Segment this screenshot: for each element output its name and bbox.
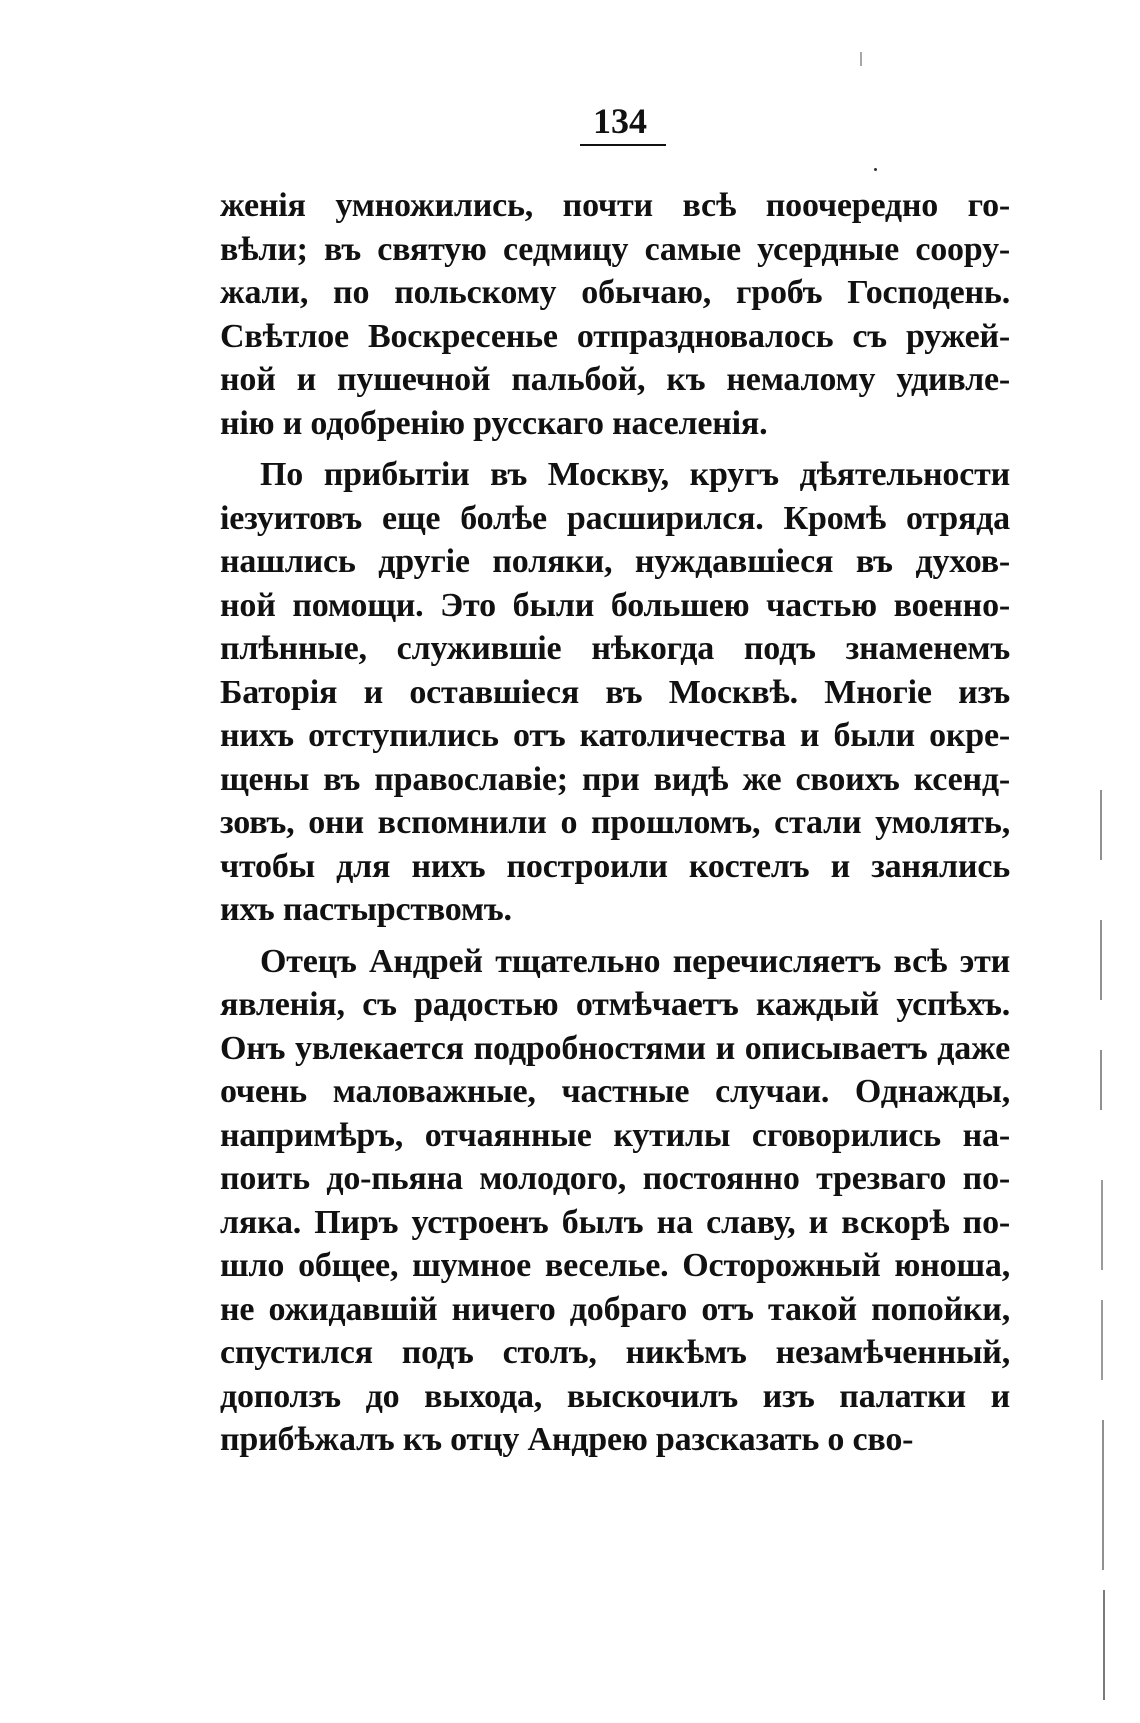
text-line: По прибытіи въ Москву, кругъ дѣятельности [260, 456, 1010, 493]
text-line: Свѣтлое Воскресенье отпраздновалось съ ружей- [220, 317, 1010, 355]
text-line: Онъ увлекается подробностями и описываетъ даже [220, 1029, 1010, 1067]
text-line: іезуитовъ еще болѣе расширился. Кромѣ отряда [220, 499, 1010, 537]
text-line: ляка. Пиръ устроенъ былъ на славу, и вскорѣ по- [220, 1203, 1010, 1241]
scan-margin-mark [1101, 1300, 1103, 1380]
text-line: нашлись другіе поляки, нуждавшіеся въ духов- [220, 543, 1010, 580]
paragraph-gap [220, 445, 1010, 453]
text-line: жали, по польскому обычаю, гробъ Господень. [220, 274, 1010, 311]
text-line: прибѣжалъ къ отцу Андрею разсказать о сво- [220, 1421, 914, 1458]
page-number: 134 [593, 101, 647, 141]
scan-margin-mark [1100, 1050, 1102, 1110]
text-line: ной и пушечной пальбой, къ немалому удивле- [220, 361, 1010, 398]
paragraph-gap [220, 932, 1010, 940]
scan-margin-mark [1102, 1420, 1104, 1570]
text-line: чтобы для нихъ построили костелъ и занялись [220, 847, 1010, 885]
text-line: напримѣръ, отчаянные кутилы сговорились на- [220, 1116, 1010, 1154]
text-line: не ожидавшій ничего добраго отъ такой попойки, [220, 1290, 1010, 1328]
text-line: женія умножились, почти всѣ поочередно го- [220, 187, 1010, 224]
text-line: явленія, съ радостью отмѣчаетъ каждый успѣхъ. [220, 986, 1010, 1023]
text-line: нихъ отступились отъ католичества и были окре- [220, 717, 1010, 754]
text-line: Отецъ Андрей тщательно перечисляетъ всѣ эти [260, 942, 1010, 980]
text-line: очень маловажные, частные случаи. Однажды, [220, 1073, 1010, 1110]
text-line: доползъ до выхода, выскочилъ изъ палатки и [220, 1377, 1010, 1415]
page-number-underline [580, 144, 666, 146]
text-line: вѣли; въ святую седмицу самые усердные соору- [220, 230, 1010, 268]
scan-margin-mark [1100, 790, 1102, 860]
text-line: щены въ православіе; при видѣ же своихъ ксенд- [220, 760, 1010, 798]
scan-margin-mark [860, 52, 862, 66]
text-line: ихъ пастырствомъ. [220, 891, 512, 928]
body-text [220, 184, 1010, 1462]
scan-margin-mark [1101, 1180, 1103, 1270]
text-line: поить до-пьяна молодого, постоянно трезваго по- [220, 1160, 1010, 1197]
text-line: ной помощи. Это были большею частью военно- [220, 586, 1010, 624]
scan-margin-mark [1100, 920, 1102, 1000]
text-line: шло общее, шумное веселье. Осторожный юноша, [220, 1247, 1010, 1284]
text-line: Баторія и оставшіеся въ Москвѣ. Многіе изъ [220, 673, 1010, 711]
scan-margin-mark [1103, 1590, 1105, 1700]
text-line: нію и одобренію русскаго населенія. [220, 404, 768, 442]
text-line: плѣнные, служившіе нѣкогда подъ знаменемъ [220, 630, 1010, 667]
text-line: зовъ, они вспомнили о прошломъ, стали умолять, [220, 804, 1010, 841]
text-line: спустился подъ столъ, никѣмъ незамѣченный, [220, 1334, 1010, 1371]
scan-speck [874, 168, 877, 171]
